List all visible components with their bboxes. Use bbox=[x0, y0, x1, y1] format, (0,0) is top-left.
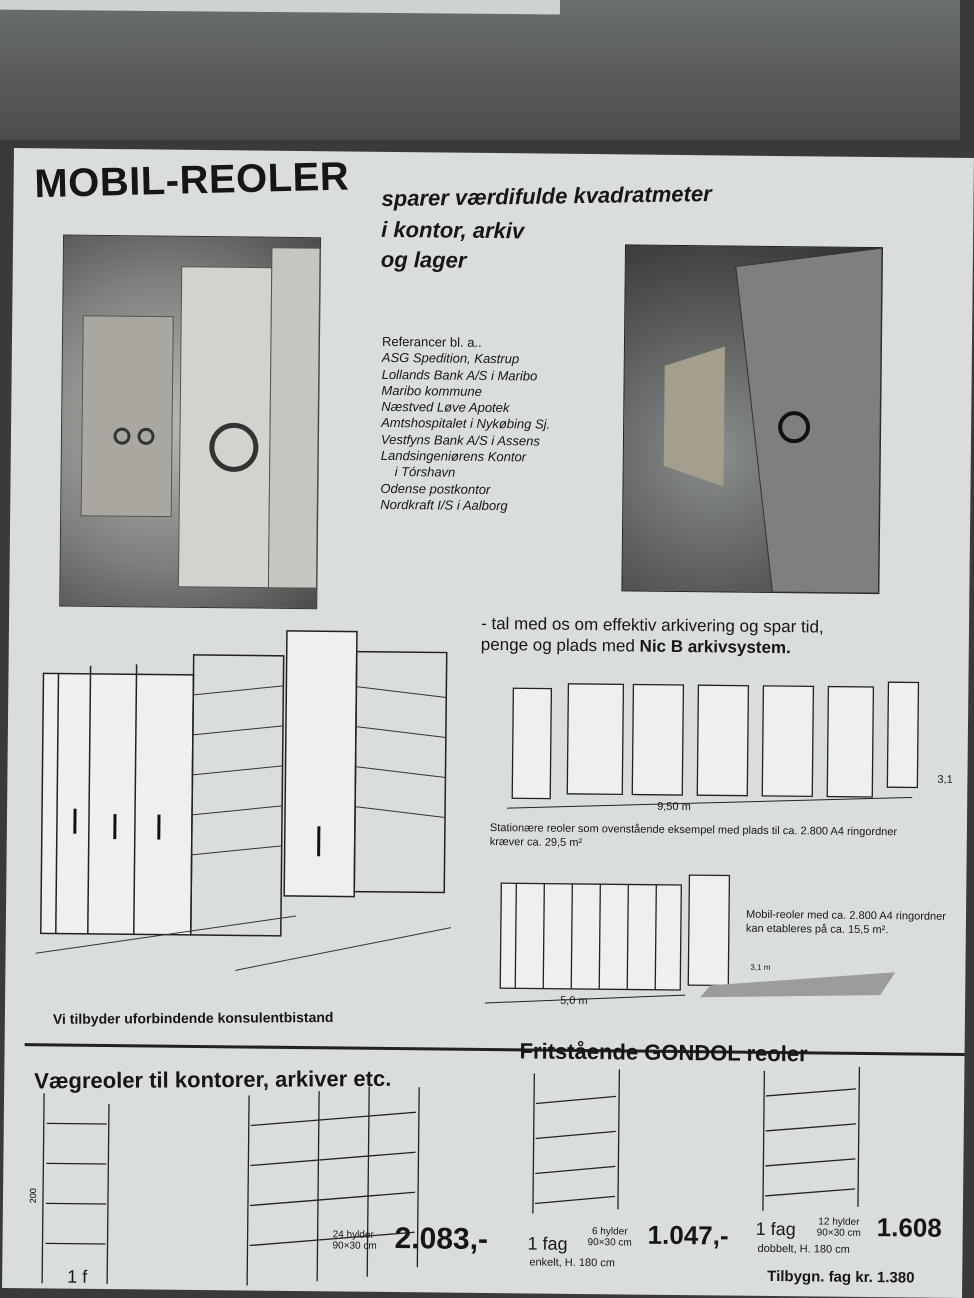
background-desk bbox=[0, 0, 960, 140]
reference-item: Vestfyns Bank A/S i Assens bbox=[380, 431, 541, 449]
mobile-caption-line-1: Mobil-reoler med ca. 2.800 A4 ringordner bbox=[745, 908, 947, 923]
wall-shelf-size-label: 90×30 cm bbox=[332, 1240, 377, 1252]
catalog-page bbox=[2, 148, 974, 1298]
stationary-caption-line-1: Stationære reoler som ovenstående eksempel med plads til ca. 2.800 A4 ringordner bbox=[489, 822, 898, 839]
reference-item: Amtshospitalet i Nykøbing Sj. bbox=[381, 415, 551, 433]
subtitle-line-3: og lager bbox=[380, 246, 467, 273]
pitch-line-1: - tal med os om effektiv arkivering og spar tid, bbox=[480, 613, 824, 637]
shelving-wheel-illustration bbox=[60, 236, 320, 609]
reference-item: Maribo kommune bbox=[381, 382, 482, 399]
gondol-shelves-drawing bbox=[523, 1063, 945, 1217]
mobile-depth-label: 3,1 m bbox=[750, 962, 771, 972]
gondol-double-price: 1.608 bbox=[876, 1212, 942, 1243]
gondol-double-size: 90×30 cm bbox=[816, 1227, 861, 1239]
wall-shelf-count-label: 24 hylder bbox=[332, 1229, 374, 1241]
wall-shelf-height-label: 200 bbox=[27, 1188, 39, 1204]
mobile-shelving-line-drawing bbox=[35, 623, 454, 977]
reference-item: Odense postkontor bbox=[380, 480, 491, 497]
pitch-text bbox=[481, 613, 824, 659]
references-list bbox=[380, 334, 551, 515]
gondol-single-spec bbox=[588, 1226, 632, 1248]
gondol-double-fag: 1 fag bbox=[755, 1218, 796, 1240]
wall-shelf-count bbox=[332, 1229, 376, 1251]
reference-item: Lollands Bank A/S i Maribo bbox=[381, 366, 538, 384]
mobile-caption bbox=[746, 908, 946, 938]
reference-item: Nordkraft I/S i Aalborg bbox=[380, 496, 508, 514]
pitch-brand: Nic B arkivsystem. bbox=[639, 636, 791, 658]
pitch-line-2: penge og plads med bbox=[480, 634, 640, 656]
subtitle-line-1: sparer værdifulde kvadratmeter bbox=[381, 180, 712, 212]
gondol-double-spec bbox=[817, 1216, 861, 1238]
stationary-width-label: 9,50 m bbox=[657, 800, 691, 814]
page-title: MOBIL-REOLER bbox=[33, 154, 350, 207]
top-paper-edge bbox=[0, 0, 560, 14]
gondol-double-shelves: 12 hylder bbox=[818, 1216, 860, 1228]
photo-archive-aisle bbox=[621, 244, 883, 594]
section-divider bbox=[25, 1043, 965, 1056]
wall-shelf-fag-partial: 1 f bbox=[67, 1266, 88, 1287]
stationary-depth-label: 3,1 bbox=[937, 773, 953, 786]
gondol-double-note: dobbelt, H. 180 cm bbox=[757, 1242, 850, 1256]
gondol-single-shelves: 6 hylder bbox=[591, 1226, 628, 1238]
wall-shelf-price: 2.083,- bbox=[394, 1222, 489, 1257]
wall-shelves-heading: Vægreoler til kontorer, arkiver etc. bbox=[34, 1065, 392, 1094]
subtitle-line-2: i kontor, arkiv bbox=[381, 216, 525, 244]
reference-item: Landsingeniørens Kontor bbox=[380, 447, 527, 465]
mobile-caption-line-2: kan etableres på ca. 15,5 m². bbox=[745, 922, 889, 937]
wall-shelves-drawing bbox=[27, 1083, 499, 1288]
mobile-width-label: 5,0 m bbox=[560, 994, 588, 1008]
consulting-offer: Vi tilbyder uforbindende konsulentbistand bbox=[52, 1008, 334, 1027]
gondol-addon-price: Tilbygn. fag kr. 1.380 bbox=[767, 1267, 915, 1287]
reference-item: ASG Spedition, Kastrup bbox=[381, 350, 520, 367]
references-heading: Referancer bl. a.. bbox=[381, 333, 482, 350]
gondol-heading: Fritstående GONDOL reoler bbox=[519, 1038, 808, 1067]
gondol-single-price: 1.047,- bbox=[647, 1219, 729, 1251]
stationary-caption-line-2: kræver ca. 29,5 m² bbox=[489, 836, 583, 849]
gondol-single-size: 90×30 cm bbox=[587, 1237, 632, 1249]
gondol-single-note: enkelt, H. 180 cm bbox=[529, 1256, 616, 1270]
stationary-shelving-diagram bbox=[507, 668, 928, 817]
photo-mobile-shelving-office bbox=[59, 235, 321, 610]
archive-aisle-illustration bbox=[622, 245, 882, 593]
gondol-single-fag: 1 fag bbox=[527, 1233, 568, 1254]
reference-item: Næstved Løve Apotek bbox=[381, 399, 510, 416]
stationary-caption bbox=[490, 821, 898, 853]
reference-item: i Tórshavn bbox=[394, 464, 456, 481]
